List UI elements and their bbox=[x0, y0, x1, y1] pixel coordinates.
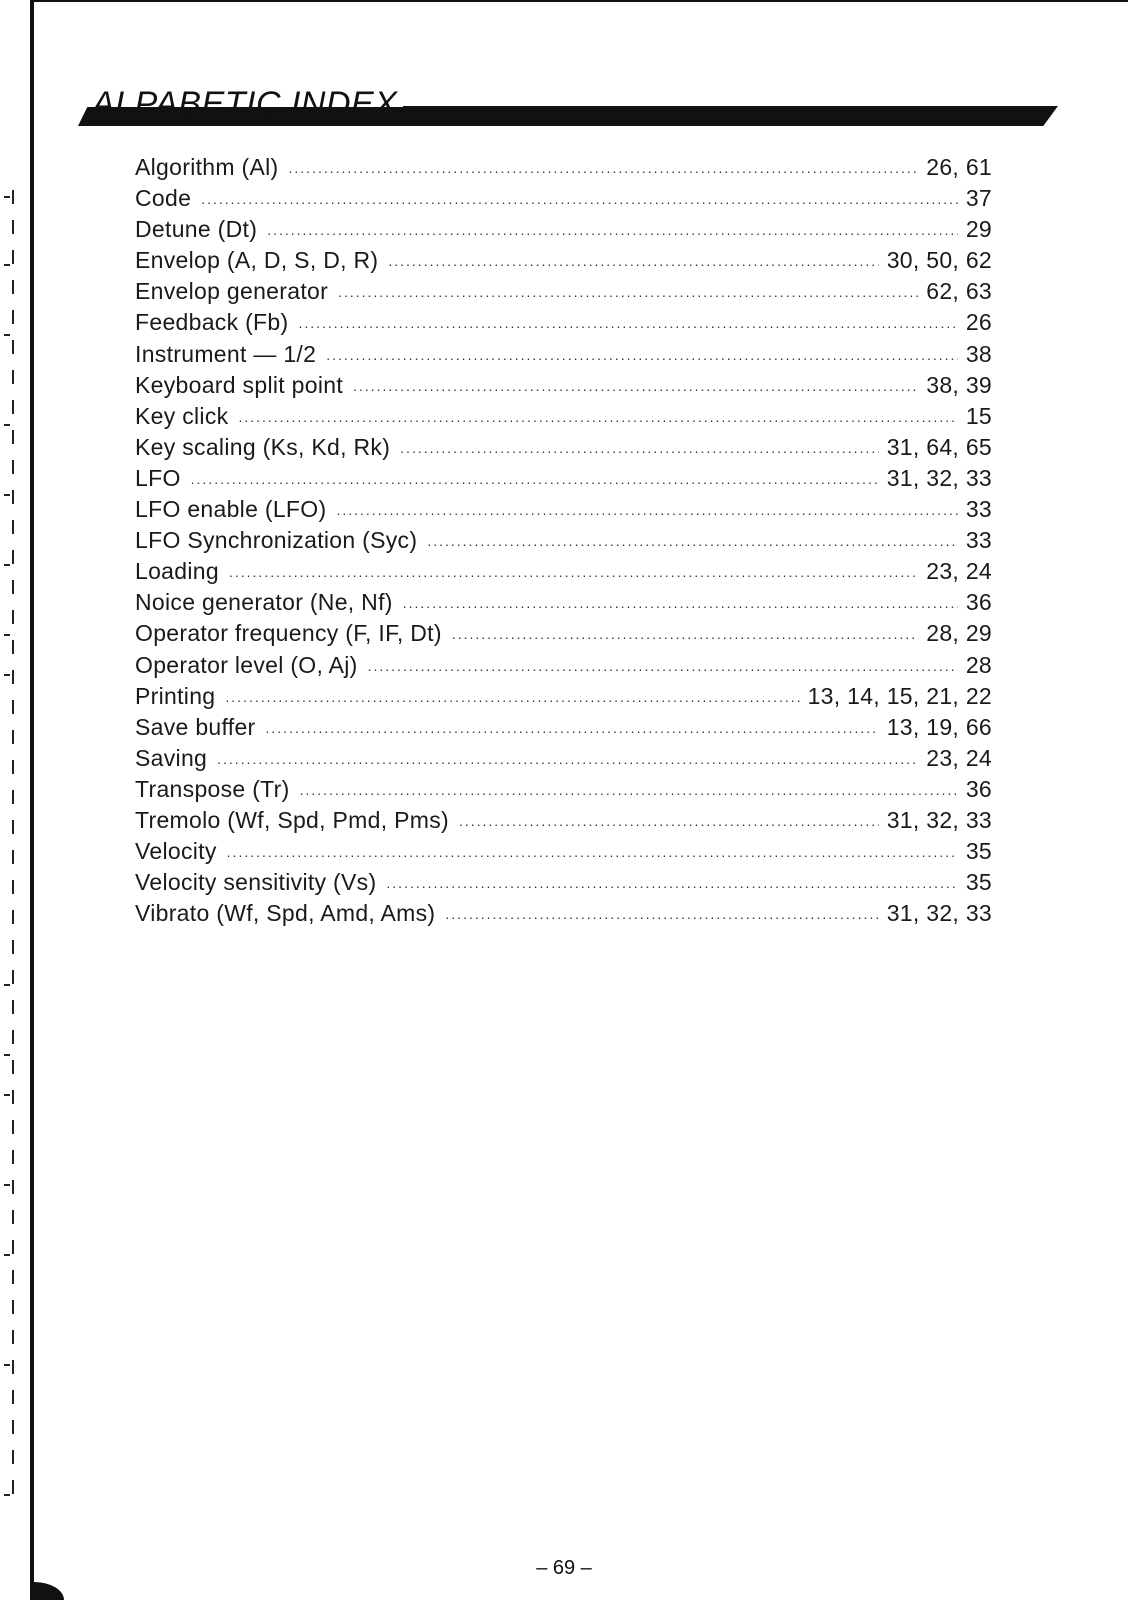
perforation-mark bbox=[12, 940, 14, 954]
perforation-mark bbox=[12, 1090, 14, 1104]
index-entry bbox=[135, 587, 992, 618]
index-pages: 28, 29 bbox=[926, 620, 992, 647]
index-term: LFO Synchronization (Syc) bbox=[135, 527, 418, 554]
index-entry bbox=[135, 525, 992, 556]
perforation-tick bbox=[4, 1254, 10, 1256]
index-entry bbox=[135, 805, 992, 836]
perforation-mark bbox=[12, 910, 14, 924]
index-term: Vibrato (Wf, Spd, Amd, Ams) bbox=[135, 900, 436, 927]
index-pages: 26 bbox=[965, 309, 992, 336]
index-pages: 31, 32, 33 bbox=[886, 806, 992, 833]
index-pages: 30, 50, 62 bbox=[886, 247, 992, 274]
perforation-mark bbox=[12, 1480, 14, 1494]
index-pages: 13, 14, 15, 21, 22 bbox=[807, 682, 992, 709]
dot-leader bbox=[459, 806, 879, 837]
index-term: LFO enable (LFO) bbox=[135, 496, 327, 523]
dot-leader bbox=[353, 371, 918, 402]
dot-leader bbox=[326, 340, 958, 371]
perforation-mark bbox=[12, 760, 14, 774]
perforation-mark bbox=[12, 730, 14, 744]
perforation-mark bbox=[12, 370, 14, 384]
index-pages: 23, 24 bbox=[926, 744, 992, 771]
perforation-mark bbox=[12, 1360, 14, 1374]
perforation-tick bbox=[4, 1184, 10, 1186]
index-entry bbox=[135, 712, 992, 743]
index-term: Envelop (A, D, S, D, R) bbox=[135, 247, 379, 274]
index-entry bbox=[135, 401, 992, 432]
index-entry bbox=[135, 463, 992, 494]
perforation-mark bbox=[12, 340, 14, 354]
index-pages: 36 bbox=[965, 775, 992, 802]
dot-leader bbox=[445, 899, 878, 930]
perforation-mark bbox=[12, 1150, 14, 1164]
index-term: Operator frequency (F, IF, Dt) bbox=[135, 620, 442, 647]
index-pages: 31, 32, 33 bbox=[886, 900, 992, 927]
dot-leader bbox=[267, 215, 958, 246]
dot-leader bbox=[427, 526, 957, 557]
page-title: ALPABETIC INDEX bbox=[86, 84, 403, 126]
index-term: Feedback (Fb) bbox=[135, 309, 289, 336]
perforation-mark bbox=[12, 700, 14, 714]
index-pages: 33 bbox=[965, 527, 992, 554]
perforation-mark bbox=[12, 550, 14, 564]
binding-edge bbox=[30, 0, 34, 1600]
perforation-mark bbox=[12, 460, 14, 474]
perforation-tick bbox=[4, 674, 10, 676]
index-entry bbox=[135, 307, 992, 338]
perforation-mark bbox=[12, 1060, 14, 1074]
index-term: Tremolo (Wf, Spd, Pmd, Pms) bbox=[135, 806, 449, 833]
perforation-mark bbox=[12, 850, 14, 864]
index-term: Transpose (Tr) bbox=[135, 775, 290, 802]
perforation-mark bbox=[12, 430, 14, 444]
index-entry bbox=[135, 183, 992, 214]
index-term: Keyboard split point bbox=[135, 371, 344, 398]
perforation-mark bbox=[12, 790, 14, 804]
perforation-tick bbox=[4, 634, 10, 636]
dot-leader bbox=[338, 277, 918, 308]
index-pages: 37 bbox=[965, 185, 992, 212]
perforation-mark bbox=[12, 190, 14, 204]
index-term: Save buffer bbox=[135, 713, 256, 740]
dot-leader bbox=[225, 682, 799, 713]
perforation-tick bbox=[4, 1364, 10, 1366]
page-top-edge bbox=[30, 0, 1128, 2]
perforation-mark bbox=[12, 580, 14, 594]
perforation-tick bbox=[4, 1494, 10, 1496]
index-term: Code bbox=[135, 185, 192, 212]
index-term: Detune (Dt) bbox=[135, 216, 258, 243]
index-term: Loading bbox=[135, 558, 219, 585]
perforation-tick bbox=[4, 424, 10, 426]
perforation-tick bbox=[4, 984, 10, 986]
index-term: Saving bbox=[135, 744, 208, 771]
perforation-tick bbox=[4, 564, 10, 566]
perforation-mark bbox=[12, 1030, 14, 1044]
perforation-mark bbox=[12, 1240, 14, 1254]
index-entry bbox=[135, 152, 992, 183]
perforation-mark bbox=[12, 1330, 14, 1344]
index-term: Operator level (O, Aj) bbox=[135, 651, 358, 678]
index-pages: 33 bbox=[965, 496, 992, 523]
perforation-mark bbox=[12, 970, 14, 984]
dot-leader bbox=[298, 308, 957, 339]
index-term: Printing bbox=[135, 682, 216, 709]
index-entry bbox=[135, 276, 992, 307]
dot-leader bbox=[217, 744, 918, 775]
index-entry bbox=[135, 650, 992, 681]
index-pages: 62, 63 bbox=[926, 278, 992, 305]
index-pages: 29 bbox=[965, 216, 992, 243]
dot-leader bbox=[229, 557, 918, 588]
perforation-mark bbox=[12, 310, 14, 324]
index-term: LFO bbox=[135, 464, 181, 491]
dot-leader bbox=[336, 495, 957, 526]
index-term: Velocity sensitivity (Vs) bbox=[135, 869, 377, 896]
perforation-mark bbox=[12, 280, 14, 294]
dot-leader bbox=[227, 837, 958, 868]
index-term: Velocity bbox=[135, 838, 217, 865]
index-entry bbox=[135, 556, 992, 587]
perforation-mark bbox=[12, 1420, 14, 1434]
perforation-mark bbox=[12, 1390, 14, 1404]
perforation-mark bbox=[12, 640, 14, 654]
dot-leader bbox=[289, 153, 919, 184]
dot-leader bbox=[386, 868, 957, 899]
index-term: Noice generator (Ne, Nf) bbox=[135, 589, 393, 616]
index-term: Key scaling (Ks, Kd, Rk) bbox=[135, 433, 391, 460]
index-pages: 36 bbox=[965, 589, 992, 616]
perforation-tick bbox=[4, 1054, 10, 1056]
perforation-mark bbox=[12, 250, 14, 264]
dot-leader bbox=[368, 651, 958, 682]
index-pages: 38 bbox=[965, 340, 992, 367]
index-entry bbox=[135, 867, 992, 898]
index-entry bbox=[135, 681, 992, 712]
perforation-mark bbox=[12, 1180, 14, 1194]
index-pages: 31, 32, 33 bbox=[886, 464, 992, 491]
index-term: Key click bbox=[135, 402, 229, 429]
binding-corner bbox=[30, 1582, 64, 1600]
perforation-mark bbox=[12, 880, 14, 894]
perforation-mark bbox=[12, 1210, 14, 1224]
index-list bbox=[135, 152, 992, 929]
perforation-mark bbox=[12, 490, 14, 504]
index-entry bbox=[135, 774, 992, 805]
dot-leader bbox=[300, 775, 958, 806]
perforation-mark bbox=[12, 610, 14, 624]
perforation-mark bbox=[12, 670, 14, 684]
perforation-mark bbox=[12, 1000, 14, 1014]
index-entry bbox=[135, 339, 992, 370]
dot-leader bbox=[191, 464, 879, 495]
index-term: Instrument — 1/2 bbox=[135, 340, 317, 367]
dot-leader bbox=[400, 433, 879, 464]
index-entry bbox=[135, 494, 992, 525]
index-entry bbox=[135, 618, 992, 649]
page-number: – 69 – bbox=[536, 1557, 592, 1579]
perforation-mark bbox=[12, 1300, 14, 1314]
index-pages: 28 bbox=[965, 651, 992, 678]
index-pages: 35 bbox=[965, 869, 992, 896]
index-pages: 15 bbox=[965, 402, 992, 429]
index-term: Algorithm (Al) bbox=[135, 154, 279, 180]
perforation-mark bbox=[12, 1450, 14, 1464]
dot-leader bbox=[452, 619, 918, 650]
perforation-tick bbox=[4, 494, 10, 496]
title-band bbox=[78, 84, 1058, 128]
dot-leader bbox=[266, 713, 879, 744]
index-pages: 38, 39 bbox=[926, 371, 992, 398]
index-entry bbox=[135, 432, 992, 463]
perforation-marks bbox=[0, 0, 26, 1600]
index-entry bbox=[135, 836, 992, 867]
index-entry bbox=[135, 245, 992, 276]
perforation-mark bbox=[12, 400, 14, 414]
index-entry bbox=[135, 214, 992, 245]
perforation-mark bbox=[12, 1270, 14, 1284]
index-term: Envelop generator bbox=[135, 278, 329, 305]
perforation-mark bbox=[12, 520, 14, 534]
index-pages: 13, 19, 66 bbox=[886, 713, 992, 740]
index-pages: 26, 61 bbox=[926, 154, 992, 180]
perforation-mark bbox=[12, 820, 14, 834]
dot-leader bbox=[403, 588, 958, 619]
dot-leader bbox=[201, 184, 958, 215]
index-entry bbox=[135, 370, 992, 401]
index-pages: 23, 24 bbox=[926, 558, 992, 585]
perforation-tick bbox=[4, 334, 10, 336]
dot-leader bbox=[388, 246, 878, 277]
perforation-mark bbox=[12, 1120, 14, 1134]
dot-leader bbox=[238, 402, 957, 433]
index-entry bbox=[135, 743, 992, 774]
perforation-tick bbox=[4, 264, 10, 266]
index-pages: 35 bbox=[965, 838, 992, 865]
perforation-tick bbox=[4, 196, 10, 198]
index-pages: 31, 64, 65 bbox=[886, 433, 992, 460]
index-entry bbox=[135, 898, 992, 929]
perforation-mark bbox=[12, 220, 14, 234]
perforation-tick bbox=[4, 1094, 10, 1096]
